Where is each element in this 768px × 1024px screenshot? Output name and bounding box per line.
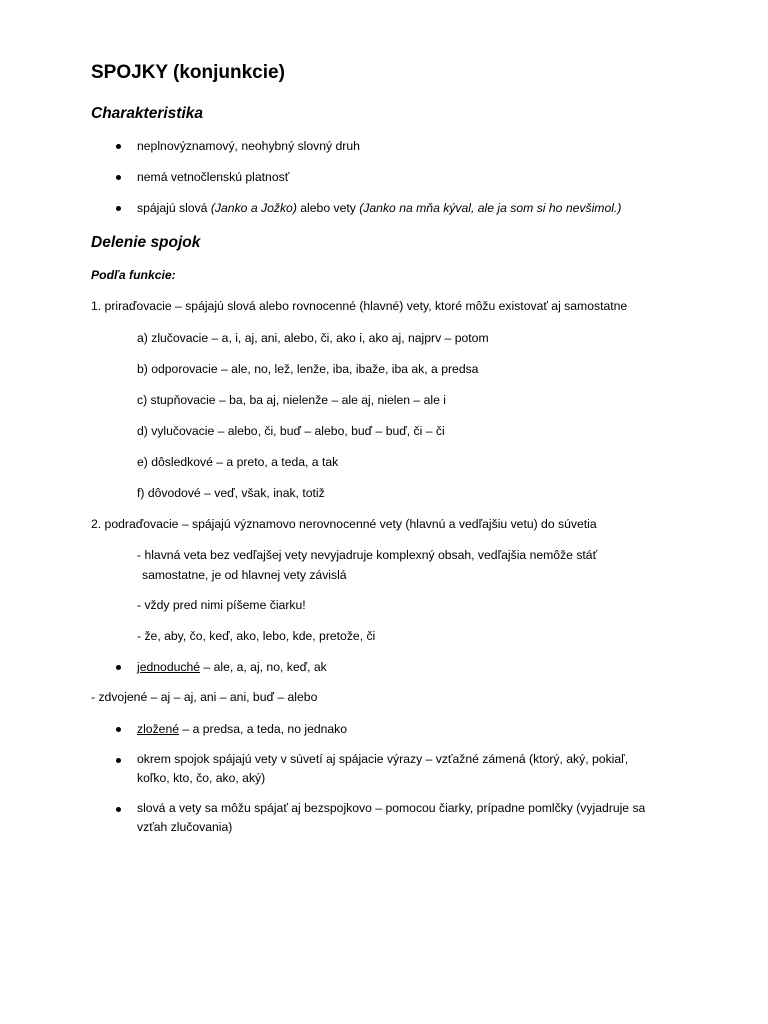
bullet-dot	[116, 758, 121, 763]
bullet-item	[137, 201, 621, 216]
bullet-dot	[116, 807, 121, 812]
text-fragment: – ale, a, aj, no, keď, ak	[200, 660, 327, 674]
text-fragment: spájajú slová	[137, 201, 211, 215]
bullet-item-continuation: vzťah zlučovania)	[137, 820, 233, 834]
dash-item: - že, aby, čo, keď, ako, lebo, kde, pretože, či	[137, 629, 376, 643]
dash-item: - hlavná veta bez vedľajšej vety nevyjadruje komplexný obsah, vedľajšia nemôže stáť	[137, 548, 598, 562]
bullet-dot	[116, 665, 121, 670]
example-text: (Janko na mňa kýval, ale ja som si ho nevšimol.)	[359, 201, 622, 215]
underlined-term: jednoduché	[137, 660, 201, 674]
bullet-dot	[116, 206, 121, 211]
dash-item: - vždy pred nimi píšeme čiarku!	[137, 598, 306, 612]
sub-item-d: d) vylučovacie – alebo, či, buď – alebo, buď – buď, či – či	[137, 424, 445, 438]
point-1: 1. priraďovacie – spájajú slová alebo rovnocenné (hlavné) vety, ktoré môžu existovať aj samostatne	[91, 299, 628, 313]
point-2: 2. podraďovacie – spájajú významovo nerovnocenné vety (hlavnú a vedľajšiu vetu) do súvetia	[91, 517, 597, 531]
bullet-dot	[116, 727, 121, 732]
sub-item-f: f) dôvodové – veď, však, inak, totiž	[137, 486, 325, 500]
heading-charakteristika: Charakteristika	[91, 105, 204, 122]
subheading-podla-funkcie: Podľa funkcie:	[91, 268, 176, 282]
bullet-item: okrem spojok spájajú vety v súvetí aj spájacie výrazy – vzťažné zámená (ktorý, aký, pokiaľ,	[137, 752, 629, 766]
dash-item-continuation: samostatne, je od hlavnej vety závislá	[142, 568, 347, 582]
dash-item: - zdvojené – aj – aj, ani – ani, buď – alebo	[91, 690, 318, 704]
bullet-dot	[116, 175, 121, 180]
underlined-term: zložené	[137, 722, 180, 736]
text-fragment: – a predsa, a teda, no jednako	[179, 722, 348, 736]
text-fragment: alebo vety	[296, 201, 360, 215]
example-text: (Janko a Jožko)	[210, 201, 297, 215]
page-title: SPOJKY (konjunkcie)	[91, 62, 285, 83]
bullet-item: neplnovýznamový, neohybný slovný druh	[137, 139, 360, 153]
bullet-dot	[116, 144, 121, 149]
bullet-item: slová a vety sa môžu spájať aj bezspojkovo – pomocou čiarky, prípadne pomlčky (vyjadruje sa	[137, 801, 646, 815]
bullet-item	[137, 722, 347, 737]
sub-item-b: b) odporovacie – ale, no, lež, lenže, iba, ibaže, iba ak, a predsa	[137, 362, 479, 376]
bullet-item-continuation: koľko, kto, čo, ako, aký)	[137, 771, 266, 785]
sub-item-e: e) dôsledkové – a preto, a teda, a tak	[137, 455, 339, 469]
sub-item-a: a) zlučovacie – a, i, aj, ani, alebo, či, ako i, ako aj, najprv – potom	[137, 331, 489, 345]
sub-item-c: c) stupňovacie – ba, ba aj, nielenže – ale aj, nielen – ale i	[137, 393, 446, 407]
bullet-item	[137, 660, 327, 675]
heading-delenie-spojok: Delenie spojok	[91, 234, 201, 251]
bullet-item: nemá vetnočlenskú platnosť	[137, 170, 290, 184]
